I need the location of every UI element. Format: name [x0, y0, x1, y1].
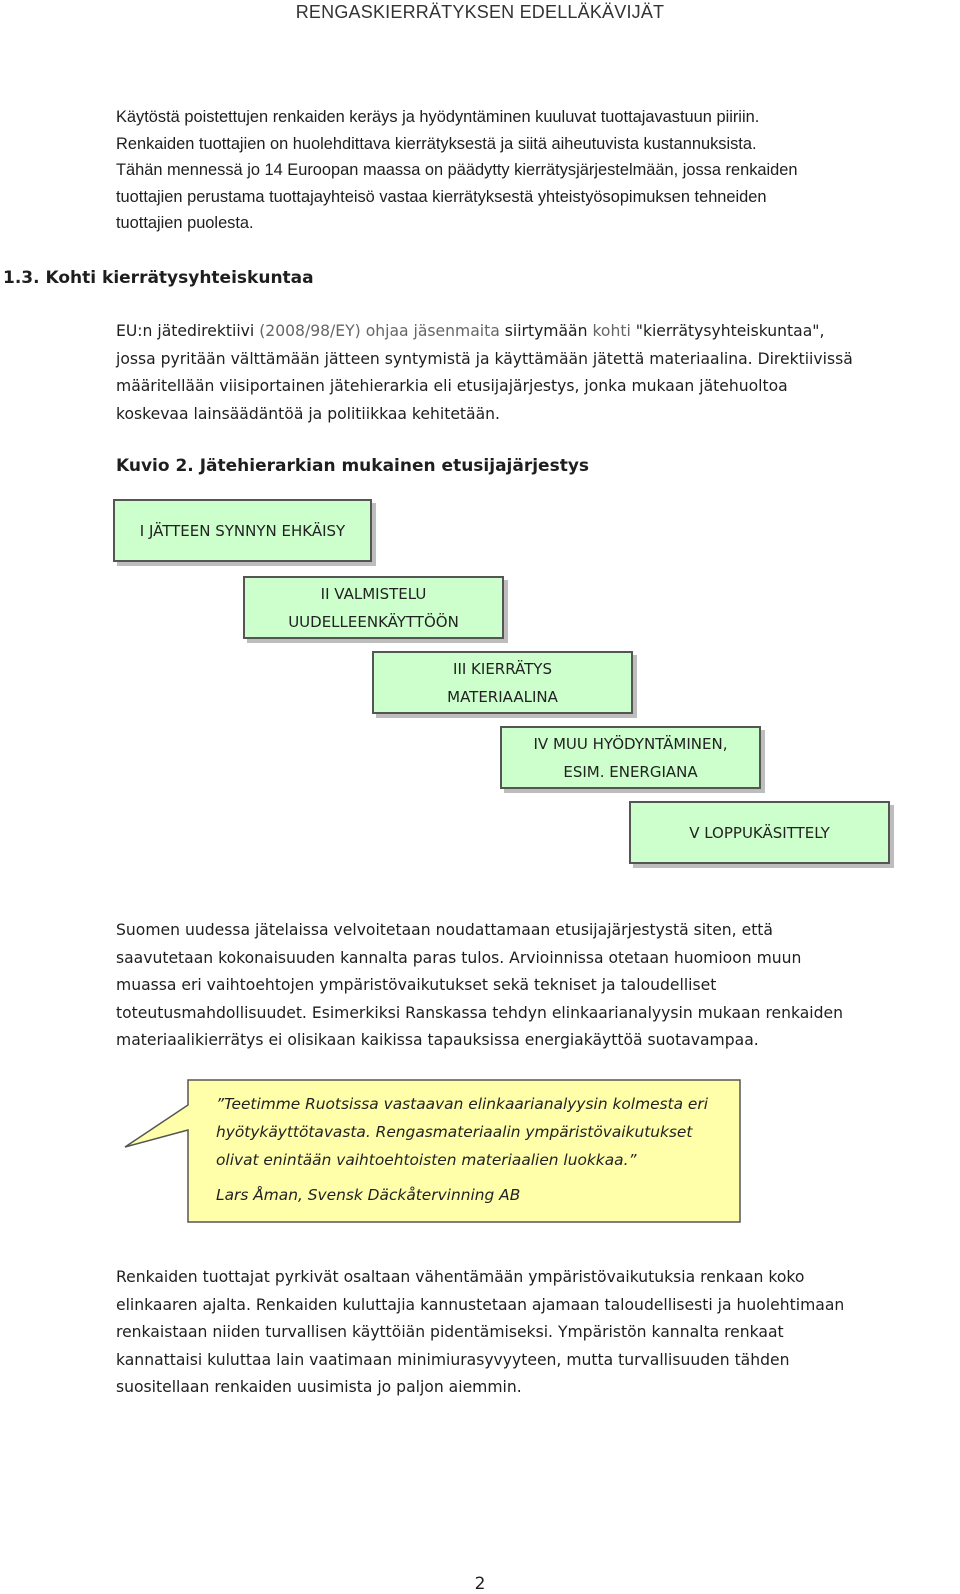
section-heading: 1.3. Kohti kierrätysyhteiskuntaa — [3, 268, 314, 288]
quote-line: olivat enintään vaihtoehtoisten materiaalien luokkaa.” — [216, 1151, 637, 1169]
directive-line: koskevaa lainsäädäntöä ja politiikkaa kehitetään. — [116, 404, 500, 423]
quote-line: ”Teetimme Ruotsissa vastaavan elinkaarianalyysin kolmesta eri — [216, 1095, 708, 1113]
step-label: UUDELLEENKÄYTTÖÖN — [288, 612, 459, 631]
intro-line: Käytöstä poistettujen renkaiden keräys ja hyödyntäminen kuuluvat tuottajavastuun piiriin. — [116, 108, 760, 126]
law-line: Suomen uudessa jätelaissa velvoitetaan noudattamaan etusijajärjestystä siten, että — [116, 921, 773, 939]
closing-paragraph — [116, 1264, 844, 1402]
step-label: III KIERRÄTYS — [453, 659, 552, 678]
step-label: IV MUU HYÖDYNTÄMINEN, — [533, 734, 728, 753]
text-run: EU:n jätedirektiivi — [116, 322, 260, 340]
directive-line: määritellään viisiportainen jätehierarkia eli etusijajärjestys, jonka mukaan jätehuoltoa — [116, 377, 788, 395]
step-label: ESIM. ENERGIANA — [563, 762, 698, 781]
quote-line: hyötykäyttötavasta. Rengasmateriaalin ympäristövaikutukset — [216, 1123, 693, 1141]
step-label: MATERIAALINA — [447, 687, 558, 706]
text-run: "kierrätysyhteiskuntaa", — [630, 322, 825, 340]
page-header: RENGASKIERRÄTYKSEN EDELLÄKÄVIJÄT — [295, 2, 665, 22]
step-label: I JÄTTEEN SYNNYN EHKÄISY — [139, 521, 346, 540]
text-run: (2008/98/EY) ohjaa jäsenmaita — [259, 322, 500, 340]
intro-line: Tähän mennessä jo 14 Euroopan maassa on päädytty kierrätysjärjestelmään, jossa renkaiden — [116, 161, 798, 179]
closing-line: elinkaaren ajalta. Renkaiden kuluttajia kannustetaan ajamaan taloudellisesti ja huolehtimaan — [116, 1295, 845, 1314]
text-run: kohti — [592, 322, 631, 340]
closing-line: suositellaan renkaiden uusimista jo paljon aiemmin. — [116, 1378, 522, 1396]
closing-line: renkaistaan niiden turvallisen käyttöiän pidentämiseksi. Ympäristön kannalta renkaat — [116, 1323, 784, 1341]
closing-line: Renkaiden tuottajat pyrkivät osaltaan vähentämään ympäristövaikutuksia renkaan koko — [116, 1268, 805, 1286]
step-label: II VALMISTELU — [320, 584, 427, 603]
callout-author: Lars Åman, Svensk Däckåtervinning AB — [216, 1186, 521, 1204]
closing-line: kannattaisi kuluttaa lain vaatimaan minimiurasyvyyteen, mutta turvallisuuden tähden — [116, 1350, 790, 1369]
intro-line: Renkaiden tuottajien on huolehdittava kierrätyksestä ja siitä aiheutuvista kustannuksista. — [116, 134, 757, 153]
page-number: 2 — [474, 1574, 486, 1594]
callout-quote — [216, 1090, 708, 1174]
step-label: V LOPPUKÄSITTELY — [689, 823, 830, 842]
intro-line: tuottajien puolesta. — [116, 214, 254, 232]
law-line: toteutusmahdollisuudet. Esimerkiksi Ranskassa tehdyn elinkaarianalyysin mukaan renkaiden — [116, 1003, 844, 1022]
figure-caption: Kuvio 2. Jätehierarkian mukainen etusijajärjestys — [116, 456, 590, 476]
text-run: siirtymään — [499, 322, 593, 340]
intro-line: tuottajien perustama tuottajayhteisö vastaa kierrätyksestä yhteistyösopimuksen tehneiden — [116, 187, 767, 206]
law-line: saavutetaan kokonaisuuden kannalta paras tulos. Arvioinnissa otetaan huomioon muun — [116, 948, 802, 967]
law-line: muassa eri vaihtoehtojen ympäristövaikutukset sekä tekniset ja taloudelliset — [116, 976, 717, 994]
directive-line: jossa pyritään välttämään jätteen syntymistä ja käyttämään jätettä materiaalina. Direktiivissä — [116, 349, 853, 368]
law-line: materiaalikierrätys ei olisikaan kaikissa tapauksissa energiakäyttöä suotavampaa. — [116, 1031, 759, 1049]
